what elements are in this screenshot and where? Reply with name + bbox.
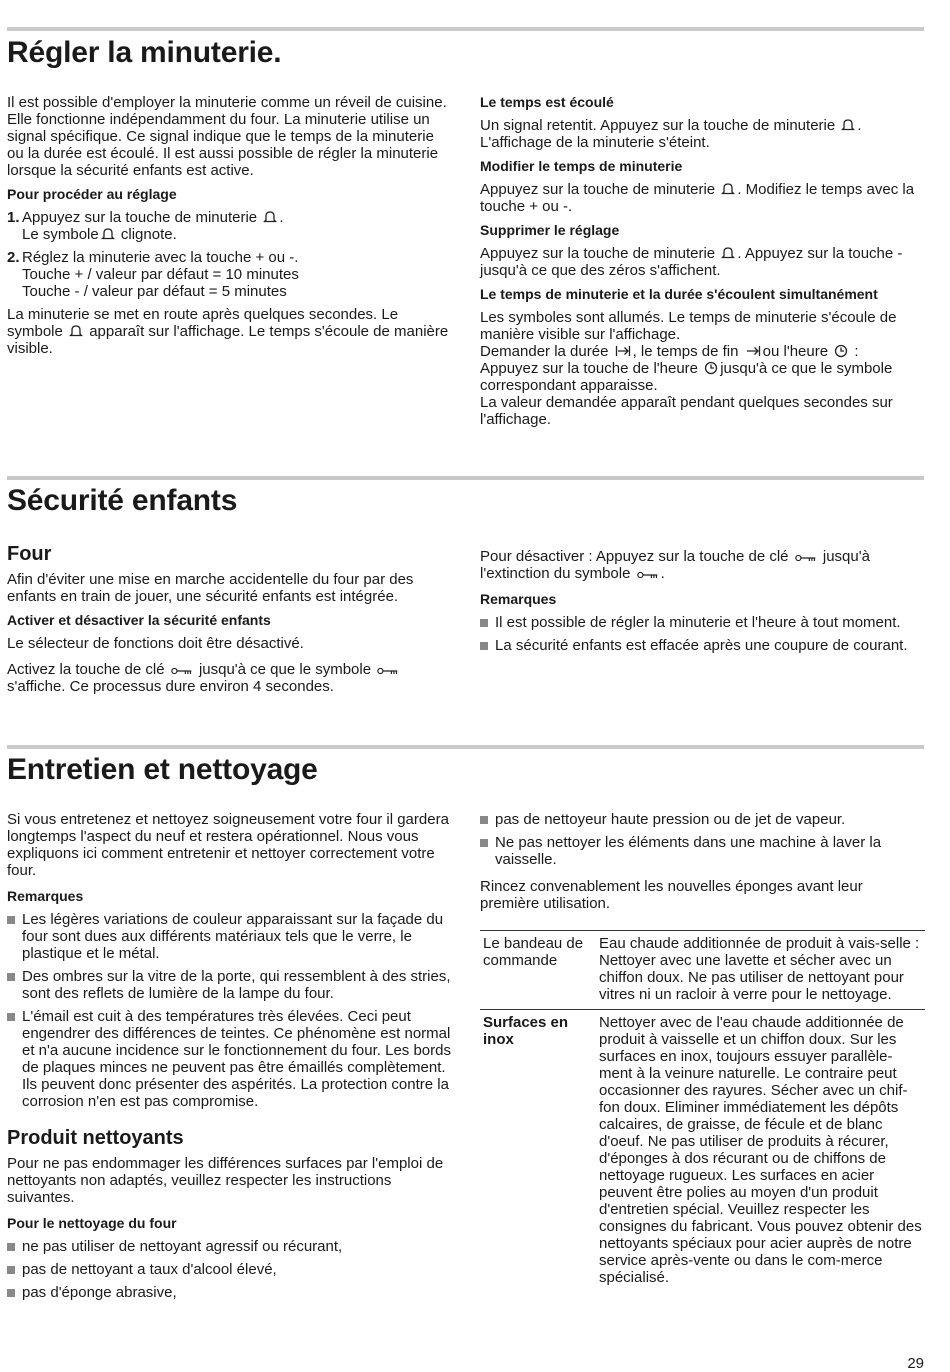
end-time-icon [745, 344, 761, 358]
child-intro: Afin d'éviter une mise en marche accidentelle du four par des enfants en train de jouer, une sécurité enfants est intégrée. [7, 571, 414, 605]
bullet-icon [7, 916, 15, 924]
timer-intro: Il est possible d'employer la minuterie comme un réveil de cuisine. Elle fonctionne indépendamment du four. La minuterie utilise un signal spécifique. Ce signal indique que le temps de la minuterie ou la durée est écoulé. Il est aussi possible de régler la minuterie lorsque la sécurité enfants est active. [7, 94, 447, 179]
table-cell-value: Eau chaude additionnée de produit à vais-selle : Nettoyer avec une lavette et sécher avec un chiffon doux. Ne pas utiliser de nettoyant pour vitres ni un racloir à verre pour le nettoyage. [596, 931, 925, 1010]
bell-icon [69, 324, 83, 338]
text: La sécurité enfants est effacée après une coupure de courant. [495, 637, 908, 654]
text: ne pas utiliser de nettoyant agressif ou récurant, [22, 1238, 343, 1255]
text: pas de nettoyant a taux d'alcool élevé, [22, 1261, 277, 1278]
remarks-heading: Remarques [480, 591, 557, 607]
simultaneous-heading: Le temps de minuterie et la durée s'écoulent simultanément [480, 286, 878, 302]
step-text: Appuyez sur la touche de minuterie [22, 209, 258, 226]
clock-icon [834, 344, 848, 358]
text: Appuyez sur la touche de l'heure [480, 360, 699, 377]
section-title-child: Sécurité enfants [7, 484, 238, 517]
text: : [850, 343, 859, 360]
modify-heading: Modifier le temps de minuterie [480, 158, 683, 174]
remarks-heading: Remarques [7, 888, 84, 904]
key-icon [171, 666, 193, 676]
timer-after [7, 306, 452, 357]
bullet-icon [7, 1266, 15, 1274]
delete-text [480, 245, 925, 279]
bullet-icon [7, 973, 15, 981]
bullet-icon [7, 1013, 15, 1021]
list-item [7, 1261, 452, 1278]
step-1 [7, 209, 452, 243]
step-text: Touche + / valeur par défaut = 10 minutes [22, 266, 299, 283]
list-item [7, 911, 452, 962]
bell-icon [721, 182, 735, 196]
text: Ne pas nettoyer les éléments dans une machine à laver la vaisselle. [495, 834, 882, 868]
care-table [480, 930, 925, 1292]
text: Un signal retentit. Appuyez sur la touche de minuterie [480, 117, 836, 134]
text: . L'affichage de la minuterie s'éteint. [480, 117, 862, 151]
section-title-care: Entretien et nettoyage [7, 753, 318, 786]
step-text: clignote. [116, 226, 177, 243]
care-right-column [480, 811, 925, 1292]
list-item [7, 1284, 452, 1301]
text: , le temps de fin [632, 343, 739, 360]
text: . Appuyez sur la touche - jusqu'à ce que des zéros s'affichent. [480, 245, 903, 279]
toggle-text-1: Le sélecteur de fonctions doit être désactivé. [7, 635, 304, 652]
key-icon [637, 570, 659, 580]
text: Activez la touche de clé [7, 661, 165, 678]
bullet-icon [480, 839, 488, 847]
page-number: 29 [907, 1355, 924, 1372]
rinse-text: Rincez convenablement les nouvelles éponges avant leur première utilisation. [480, 878, 863, 912]
text: apparaît sur l'affichage. Le temps s'écoule de manière visible. [7, 323, 449, 357]
delete-heading: Supprimer le réglage [480, 222, 620, 238]
bell-icon [263, 210, 277, 224]
step-number: 2. [7, 249, 20, 266]
key-icon [377, 666, 399, 676]
list-item [7, 1238, 452, 1255]
step-2 [7, 249, 452, 300]
text: . [660, 565, 665, 582]
duration-icon [615, 344, 631, 358]
text: Les légères variations de couleur apparaissant sur la façade du four sont dues aux différents matériaux tels que le verre, le plastique et le métal. [22, 911, 444, 962]
oven-cleaning-heading: Pour le nettoyage du four [7, 1215, 177, 1231]
bullet-icon [7, 1289, 15, 1297]
text: . Modifiez le temps avec la touche + ou -. [480, 181, 915, 215]
text: Pour désactiver : Appuyez sur la touche de clé [480, 548, 789, 565]
text: Appuyez sur la touche de minuterie [480, 245, 716, 262]
care-intro: Si vous entretenez et nettoyez soigneusement votre four il gardera longtemps l'aspect du neuf et restera opérationnel. Nous vous expliquons ici comment entretenir et nettoyer correctement votre four. [7, 811, 449, 879]
bullet-icon [480, 816, 488, 824]
elapsed-text [480, 117, 925, 151]
key-icon [795, 553, 817, 563]
table-row [480, 1010, 925, 1293]
step-text: . [279, 209, 284, 226]
list-item [480, 637, 925, 654]
deactivate-text [480, 548, 925, 582]
section-title-timer: Régler la minuterie. [7, 36, 282, 69]
bullet-icon [7, 1243, 15, 1251]
bell-icon [721, 246, 735, 260]
text: ou l'heure [762, 343, 829, 360]
text: jusqu'à ce que le symbole correspondant apparaisse. [480, 360, 893, 394]
list-item [480, 834, 925, 868]
text [480, 343, 925, 360]
bullet-icon [480, 619, 488, 627]
list-item [480, 614, 925, 631]
list-item [480, 811, 925, 828]
child-left-column [7, 543, 452, 702]
step-text: Touche - / valeur par défaut = 5 minutes [22, 283, 287, 300]
text: Demander la durée [480, 343, 609, 360]
text [480, 360, 925, 394]
text: s'affiche. Ce processus dure environ 4 secondes. [7, 678, 334, 695]
text: Des ombres sur la vitre de la porte, qui ressemblent à des stries, sont des reflets de lumière de la lampe du four. [22, 968, 451, 1002]
simultaneous-text [480, 309, 925, 428]
procedure-heading: Pour procéder au réglage [7, 186, 177, 202]
table-row [480, 931, 925, 1010]
child-right-column [480, 548, 925, 660]
bullet-icon [480, 642, 488, 650]
toggle-text-2 [7, 661, 452, 695]
text: pas de nettoyeur haute pression ou de jet de vapeur. [495, 811, 846, 828]
section-rule [7, 476, 924, 480]
text: pas d'éponge abrasive, [22, 1284, 177, 1301]
clock-icon [704, 361, 718, 375]
products-intro: Pour ne pas endommager les différences surfaces par l'emploi de nettoyants non adaptés, veuillez respecter les instructions suivantes. [7, 1155, 444, 1206]
section-rule [7, 27, 924, 31]
text: La minuterie se met en route après quelques secondes. Le symbole [7, 306, 399, 340]
table-cell-key: Surfaces en inox [480, 1010, 596, 1293]
text: jusqu'à ce que le symbole [198, 661, 372, 678]
toggle-heading: Activer et désactiver la sécurité enfants [7, 612, 271, 628]
products-heading: Produit nettoyants [7, 1127, 184, 1149]
text: Les symboles sont allumés. Le temps de minuterie s'écoule de manière visible sur l'affichage. [480, 309, 897, 343]
list-item [7, 968, 452, 1002]
step-text: Réglez la minuterie avec la touche + ou -. [22, 249, 299, 266]
text: Appuyez sur la touche de minuterie [480, 181, 716, 198]
table-cell-key: Le bandeau de commande [480, 931, 596, 1010]
step-number: 1. [7, 209, 20, 226]
subsection-title: Four [7, 543, 52, 565]
care-left-column [7, 811, 452, 1307]
list-item [7, 1008, 452, 1110]
text: La valeur demandée apparaît pendant quelques secondes sur l'affichage. [480, 394, 893, 428]
text: Il est possible de régler la minuterie et l'heure à tout moment. [495, 614, 901, 631]
bell-icon [841, 118, 855, 132]
modify-text [480, 181, 925, 215]
text: jusqu'à l'extinction du symbole [480, 548, 870, 582]
timer-left-column [7, 94, 452, 364]
section-rule [7, 745, 924, 749]
table-cell-value: Nettoyer avec de l'eau chaude additionnée de produit à vaisselle et un chiffon doux. Sur les surfaces en inox, toujours essuyer parallèle-ment à la veinure naturelle. Le contraire peut occasionner des rayures. Sécher avec un chif-fon doux. Eliminer immédiatement les dépôts calcaires, de graisse, de fécule et de blanc d'oeuf. Ne pas utiliser de produits à récurer, d'éponges à dos récurant ou de chiffons de nettoyage rugueux. Les surfaces en acier peuvent être polies au moyen d'un produit d'entretien spécial. Veuillez respecter les consignes du fabricant. Vous pouvez obtenir des nettoyants spéciaux pour acier auprès de notre service après-vente ou dans le com-merce spécialisé. [596, 1010, 925, 1293]
bell-icon [101, 227, 115, 241]
elapsed-heading: Le temps est écoulé [480, 94, 614, 110]
timer-right-column [480, 94, 925, 428]
text: L'émail est cuit à des températures très élevées. Ceci peut engendrer des différences de teintes. Ce phénomène est normal et n'a aucune incidence sur le fonctionnement du four. Les bords de plaques minces ne peuvent pas être émaillés complètement. Ils peuvent donc présenter des aspérités. La protection contre la corrosion n'en est pas compromise. [22, 1008, 451, 1110]
step-text: Le symbole [22, 226, 99, 243]
